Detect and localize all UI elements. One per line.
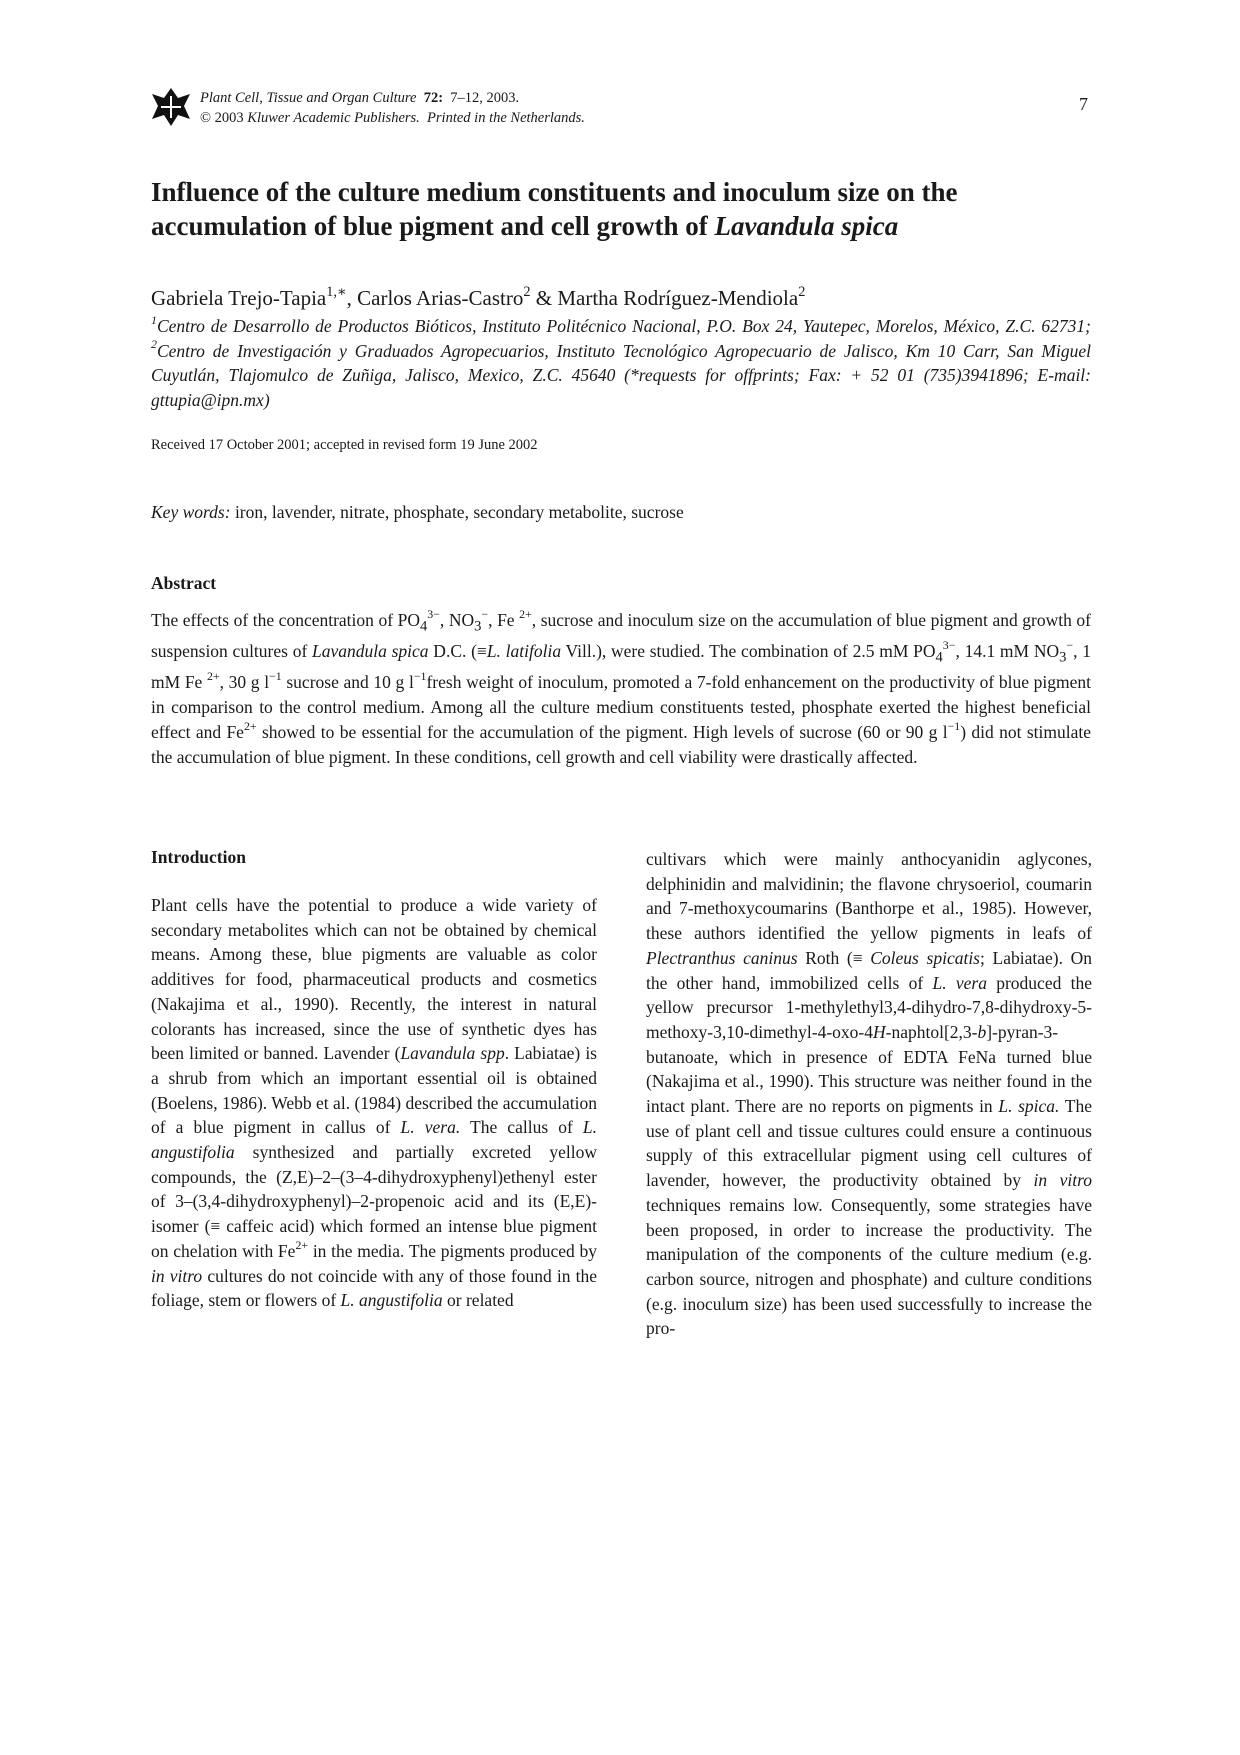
abstract-text: , 1 mM Fe bbox=[151, 641, 1092, 693]
abstract-text: , NO bbox=[439, 610, 475, 630]
italic-term: in vitro bbox=[151, 1265, 203, 1286]
body-text: techniques remains low. Consequently, some strategies have been proposed, in order to increase the productivity. The manipulation of the components of the culture medium (e.g. carbon source, nitrogen and phosphate) and culture conditions (e.g. inoculum size) has been used successfully to increase the pro- bbox=[646, 1194, 1092, 1339]
affil-2-text: Centro de Investigación y Graduados Agropecuarios, Instituto Tecnológico Agropecuario de Jalisco, Km 10 Carr, San Miguel Cuyutlán, Tlajomulco de Zuñiga, Jalisco, Mexico, Z.C. 45640 (*requests for offprints; Fax: + 52 01 (735)3941896; E-mail: gttupia@ipn.mx) bbox=[151, 340, 1091, 410]
printed-note: Printed in the Netherlands. bbox=[427, 110, 585, 126]
introduction-paragraph bbox=[151, 893, 597, 1313]
keywords bbox=[151, 502, 684, 523]
publisher-name: Kluwer Academic Publishers. bbox=[247, 110, 420, 126]
superscript: 3− bbox=[942, 638, 956, 653]
superscript: −1 bbox=[947, 718, 961, 733]
journal-name: Plant Cell, Tissue and Organ Culture bbox=[200, 90, 417, 106]
species-name: Lavandula spp bbox=[400, 1043, 505, 1064]
body-text: cultivars which were mainly anthocyanidin aglycones, delphinidin and malvidinin; the flavone chrysoeriol, coumarin and 7-methoxycoumarins (Banthorpe et al., 1985). However, these authors identified the yellow pigments in leafs of bbox=[646, 849, 1092, 944]
italic-term: in vitro bbox=[1033, 1170, 1092, 1191]
superscript: 2+ bbox=[295, 1237, 309, 1252]
abstract-text: The effects of the concentration of PO bbox=[151, 610, 420, 630]
abstract-text: , 14.1 mM NO bbox=[955, 641, 1060, 662]
introduction-continued bbox=[646, 847, 1092, 1341]
superscript: − bbox=[1066, 638, 1074, 653]
body-text: -naphtol[2,3- bbox=[885, 1021, 978, 1042]
species-name: L. angustifolia bbox=[340, 1290, 443, 1311]
right-column bbox=[646, 847, 1092, 1341]
paper-title bbox=[151, 175, 1091, 243]
affil-2-marker: 2 bbox=[151, 337, 157, 352]
keywords-text: iron, lavender, nitrate, phosphate, secondary metabolite, sucrose bbox=[230, 502, 684, 522]
copyright-symbol: © bbox=[200, 110, 212, 126]
subscript: 4 bbox=[935, 649, 943, 666]
affil-1-marker: 1 bbox=[151, 312, 157, 327]
subscript: 3 bbox=[474, 618, 482, 635]
left-column bbox=[151, 847, 597, 1313]
body-text: ]-pyran-3-butanoate, which in presence of EDTA FeNa turned blue (Nakajima et al., 1990). This structure was neither found in the intact plant. There are no reports on pigments in bbox=[646, 1021, 1092, 1117]
body-text: Roth (≡ bbox=[797, 947, 871, 968]
body-text: . Labiatae) is a shrub from which an important essential oil is obtained (Boelens, 1986). Webb et al. (1984) described the accumulation of a blue pigment in callus of bbox=[151, 1043, 597, 1138]
abstract-text: fresh weight of inoculum, promoted a 7-fold enhancement on the productivity of blue pigment in comparison to the control medium. Among all the culture medium constituents tested, phosphate exerted the highest beneficial effect and Fe bbox=[151, 672, 1091, 742]
body-text: cultures do not coincide with any of those found in the foliage, stem or flowers of bbox=[151, 1265, 597, 1311]
abstract-text: , Fe bbox=[488, 610, 520, 630]
journal-pages: 7–12, 2003. bbox=[450, 90, 520, 106]
abstract-text: , 30 g l bbox=[219, 672, 270, 693]
abstract-text: sucrose and 10 g l bbox=[281, 672, 414, 693]
body-text: synthesized and partially excreted yellow compounds, the (Z,E)–2–(3–4-dihydroxyphenyl)ethenyl ester of 3–(3,4-dihydroxyphenyl)–2-propenoic acid and its (E,E)-isomer (≡ caffeic acid) which formed an intense blue pigment on chelation with Fe bbox=[151, 1142, 597, 1261]
body-text: Plant cells have the potential to produce a wide variety of secondary metabolites which can not be obtained by chemical means. Among these, blue pigments are valuable as color additives for food, pharmaceutical products and cosmetics (Nakajima et al., 1990). Recently, the interest in natural colorants has increased, since the use of synthetic dyes has been limited or banned. Lavender ( bbox=[151, 895, 597, 1064]
abstract-text: Vill.), were studied. The combination of 2.5 mM PO bbox=[561, 641, 936, 662]
species-name: L. vera. bbox=[400, 1117, 461, 1138]
publisher-logo-icon bbox=[150, 86, 192, 128]
superscript: −1 bbox=[413, 669, 427, 684]
species-name: L. angustifolia bbox=[151, 1117, 598, 1163]
species-name: L. spica. bbox=[998, 1096, 1060, 1117]
superscript: − bbox=[481, 606, 489, 621]
body-text: The callus of bbox=[460, 1117, 583, 1138]
superscript: 2+ bbox=[243, 718, 257, 733]
italic-term: H bbox=[872, 1021, 886, 1042]
subscript: 4 bbox=[419, 618, 428, 635]
author-3-marker: 2 bbox=[798, 283, 806, 300]
body-text: produced the yellow precursor 1-methylethyl3,4-dihydro-7,8-dihydroxy-5-methoxy-3,10-dimethyl-4-oxo-4 bbox=[646, 972, 1092, 1042]
affiliations bbox=[151, 314, 1091, 412]
superscript: 2+ bbox=[519, 606, 532, 621]
body-text: in the media. The pigments produced by bbox=[308, 1240, 597, 1261]
affil-1-text: Centro de Desarrollo de Productos Bióticos, Instituto Politécnico Nacional, P.O. Box 24, Yautepec, Morelos, México, Z.C. 62731; bbox=[156, 316, 1091, 336]
author-list bbox=[151, 284, 1101, 312]
abstract-body bbox=[151, 608, 1091, 769]
keywords-label: Key words: bbox=[151, 502, 231, 522]
subscript: 3 bbox=[1059, 649, 1067, 666]
copyright-year: 2003 bbox=[214, 110, 244, 126]
body-text: ; Labiatae). On the other hand, immobilized cells of bbox=[646, 947, 1093, 993]
species-name: Lavandula spica bbox=[312, 641, 429, 662]
species-name: Plectranthus caninus bbox=[646, 947, 798, 968]
superscript: −1 bbox=[269, 669, 282, 684]
superscript: 2+ bbox=[206, 669, 220, 684]
species-name: Coleus spicatis bbox=[870, 947, 980, 968]
introduction-heading: Introduction bbox=[151, 847, 246, 867]
title-species: Lavandula spica bbox=[714, 211, 899, 241]
superscript: 3− bbox=[427, 606, 440, 621]
species-name: L. latifolia bbox=[486, 641, 562, 662]
author-1: Gabriela Trejo-Tapia bbox=[151, 286, 327, 310]
author-2-marker: 2 bbox=[523, 283, 531, 300]
abstract-text: ) did not stimulate the accumulation of blue pigment. In these conditions, cell growth and cell viability were drastically affected. bbox=[151, 721, 1091, 767]
body-text: The use of plant cell and tissue cultures could ensure a continuous supply of this extracellular pigment using cell cultures of lavender, however, the productivity obtained by bbox=[646, 1096, 1092, 1191]
italic-term: b bbox=[977, 1021, 987, 1042]
title-main: Influence of the culture medium constituents and inoculum size on the accumulation of blue pigment and cell growth of bbox=[151, 177, 958, 241]
abstract-text: showed to be essential for the accumulation of the pigment. High levels of sucrose (60 or 90 g l bbox=[256, 721, 948, 742]
author-3: & Martha Rodríguez-Mendiola bbox=[530, 286, 799, 310]
page-number: 7 bbox=[1079, 94, 1088, 114]
abstract-heading: Abstract bbox=[151, 573, 217, 593]
body-text: or related bbox=[442, 1290, 514, 1311]
journal-header bbox=[200, 88, 585, 128]
abstract-text: , sucrose and inoculum size on the accumulation of blue pigment and growth of suspension cultures of bbox=[151, 610, 1091, 662]
author-1-marker: 1,∗ bbox=[326, 283, 347, 300]
species-name: L. vera bbox=[932, 972, 987, 993]
journal-volume: 72: bbox=[423, 90, 444, 106]
abstract-text: D.C. (≡ bbox=[428, 641, 487, 662]
author-2: , Carlos Arias-Castro bbox=[346, 286, 524, 310]
received-dates: Received 17 October 2001; accepted in revised form 19 June 2002 bbox=[151, 437, 538, 453]
